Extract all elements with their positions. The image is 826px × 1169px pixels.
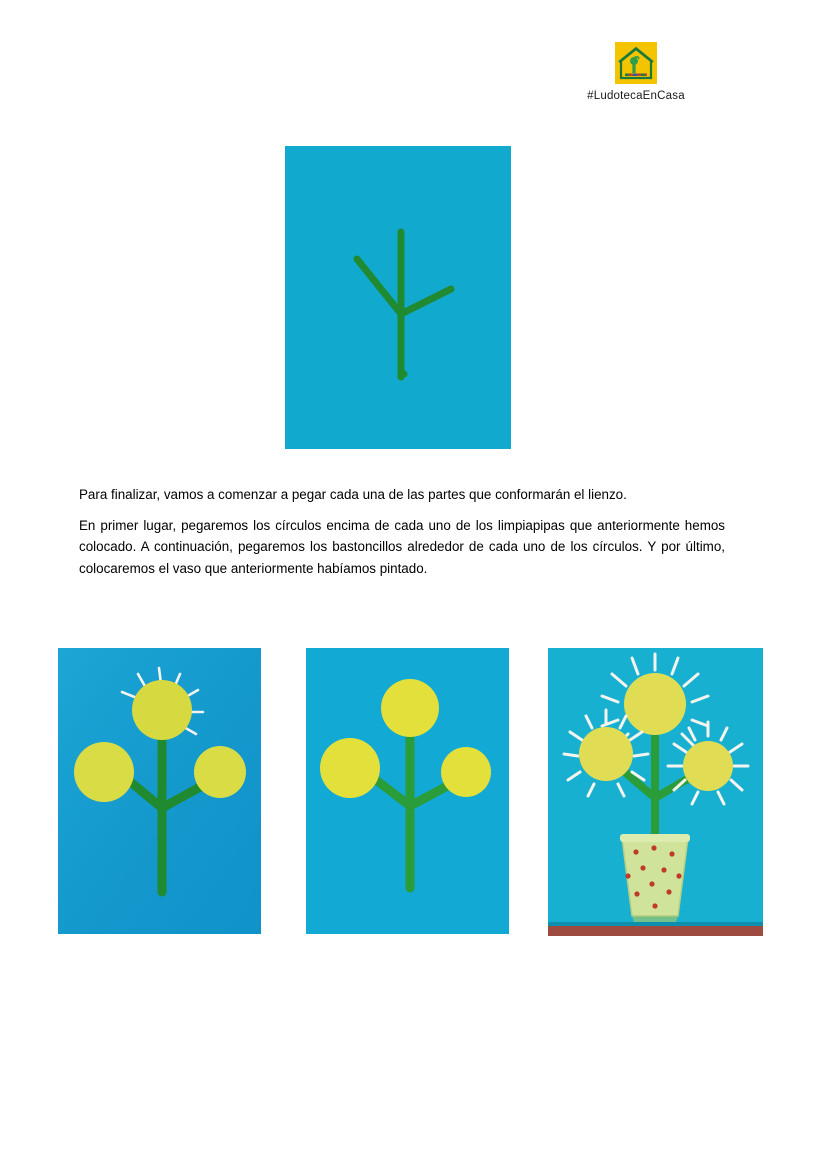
document-header <box>546 42 726 102</box>
paragraph-1: Para finalizar, vamos a comenzar a pegar cada una de las partes que conformarán el lienzo. <box>79 487 627 502</box>
hashtag-label: #LudotecaEnCasa <box>587 90 685 102</box>
photo-pipe-cleaner-stems <box>285 146 511 449</box>
body-text <box>79 484 725 580</box>
photo-row <box>58 648 768 934</box>
photo-step-circles-and-sticks <box>58 648 261 934</box>
photo-final-vase-with-flowers <box>548 648 763 936</box>
house-logo-icon <box>615 42 657 84</box>
paragraph-2: En primer lugar, pegaremos los círculos encima de cada uno de los limpiapipas que anteriormente hemos colocado. A continuación, pegaremos los bastoncillos alrededor de cada uno de los círculos. Y por último, colocaremos el vaso que anteriormente habíamos pintado. <box>79 517 725 577</box>
photo-step-circles-glued <box>306 648 509 934</box>
